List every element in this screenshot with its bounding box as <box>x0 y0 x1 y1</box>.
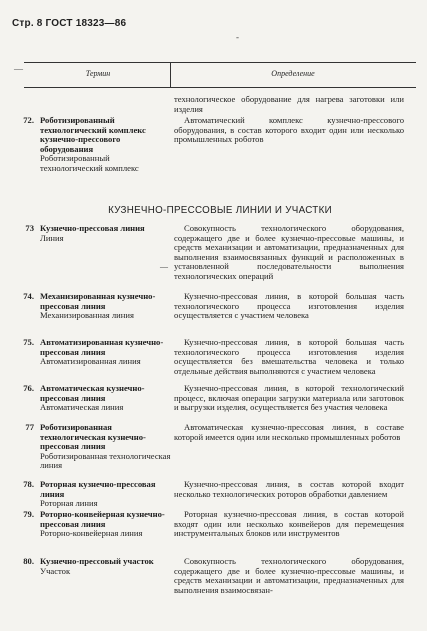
term-synonym: Автоматическая линия <box>40 402 124 413</box>
definition-entry <box>174 557 404 596</box>
page-header: Стр. 8 ГОСТ 18323—86 <box>12 18 127 29</box>
definition-entry <box>174 116 404 146</box>
term-synonym: Механизированная линия <box>40 310 134 321</box>
definition-text: Кузнечно-прессовая линия, в состав которой входит несколько технологических роторов обработки давлением <box>174 479 404 499</box>
definition-entry <box>174 423 404 443</box>
definition-entry <box>174 384 404 414</box>
section-title: КУЗНЕЧНО-ПРЕССОВЫЕ ЛИНИИ И УЧАСТКИ <box>108 205 332 216</box>
term-text: Роторно-конвейерная кузнечно-прессовая линия <box>40 509 165 529</box>
definition-text: Кузнечно-прессовая линия, в которой большая часть технологического процесса изготовления изделия осуществляется с участием человека <box>174 291 404 321</box>
entry-number: 80. <box>23 556 34 566</box>
definition-entry <box>174 510 404 540</box>
entry-number: 72. <box>23 115 34 125</box>
entry-number: 73 <box>25 223 34 233</box>
term-synonym: Линия <box>40 232 64 243</box>
term-synonym: Участок <box>40 565 71 576</box>
column-header-definition: Определение <box>271 69 315 78</box>
entry-number: 74. <box>23 291 34 301</box>
tick-mark-top: - <box>236 32 239 42</box>
term-entry <box>23 556 172 576</box>
margin-dash: — <box>160 262 168 271</box>
term-entry <box>23 479 172 509</box>
term-text: Кузнечно-прессовая линия <box>40 223 145 233</box>
definition-entry <box>174 224 404 283</box>
term-text: Автоматизированная кузнечно-прессовая линия <box>40 337 164 357</box>
term-entry <box>25 422 172 471</box>
term-entry <box>23 115 172 174</box>
term-synonym: Автоматизированная линия <box>40 356 141 367</box>
continued-definition <box>174 95 404 115</box>
continued-definition-text: технологическое оборудование для нагрева заготовки или изделия <box>174 94 404 114</box>
term-entry <box>23 337 172 367</box>
entry-number: 79. <box>23 509 34 519</box>
definition-text: Кузнечно-прессовая линия, в которой технологический процесс, включая операции загрузки материала или заготовок и выгрузки изделия, осуществляется без участия человека <box>174 383 404 413</box>
term-entry <box>23 509 172 539</box>
term-text: Роторная кузнечно-прессовая линия <box>40 479 156 499</box>
definition-entry <box>174 480 404 500</box>
term-text: Механизированная кузнечно-прессовая линия <box>40 291 156 311</box>
term-text: Автоматическая кузнечно-прессовая линия <box>40 383 145 403</box>
term-text: Кузнечно-прессовый участок <box>40 556 154 566</box>
term-entry <box>23 383 172 413</box>
definition-text: Автоматический комплекс кузнечно-прессового оборудования, в состав которого входит один или несколько промышленных роботов <box>174 115 404 145</box>
definition-entry <box>174 292 404 322</box>
definition-text: Роторная кузнечно-прессовая линия, в состав которой входят один или несколько конвейеров для перемещения инструментальных блоков или инструментов <box>174 509 404 539</box>
entry-number: 77 <box>25 422 34 432</box>
term-synonym: Роботизированная технологическая линия <box>40 450 171 471</box>
definition-text: Совокупность технологического оборудования, содержащего две и более кузнечно-прессовые машины, и средств механизации и автоматизации, предназначенных для выполнения взаимосвязанных функций и расположенных в установленной последовательности выполнения технологических операций <box>174 223 404 281</box>
entry-number: 78. <box>23 479 34 489</box>
term-synonym: Роторно-конвейерная линия <box>40 528 143 539</box>
column-header-term: Термин <box>85 69 111 78</box>
entry-number: 75. <box>23 337 34 347</box>
tick-mark-left: — <box>14 64 23 74</box>
definition-text: Кузнечно-прессовая линия, в которой большая часть технологического процесса изготовления изделия осуществляется без вмешательства человека и только отдельные действия выполняются с участием человека <box>174 337 404 376</box>
term-synonym: Роторная линия <box>40 498 98 509</box>
definition-entry <box>174 338 404 377</box>
term-synonym: Роботизированный технологический комплекс <box>40 153 139 173</box>
entry-number: 76. <box>23 383 34 393</box>
table-header <box>24 62 416 88</box>
definition-text: Совокупность технологического оборудования, содержащего две и более кузнечно-прессовые машины, и средств механизации и автоматизации, предназначенных для выполнения взаимосвязан- <box>174 556 404 595</box>
term-entry <box>23 291 172 321</box>
definition-text: Автоматическая кузнечно-прессовая линия, в составе которой имеется один или несколько промышленных роботов <box>174 422 404 442</box>
term-text: Роботизированный технологический комплекс кузнечно-прессового оборудования <box>40 115 146 154</box>
term-entry <box>25 223 172 243</box>
term-text: Роботизированная технологическая кузнечно-прессовая линия <box>40 422 146 452</box>
